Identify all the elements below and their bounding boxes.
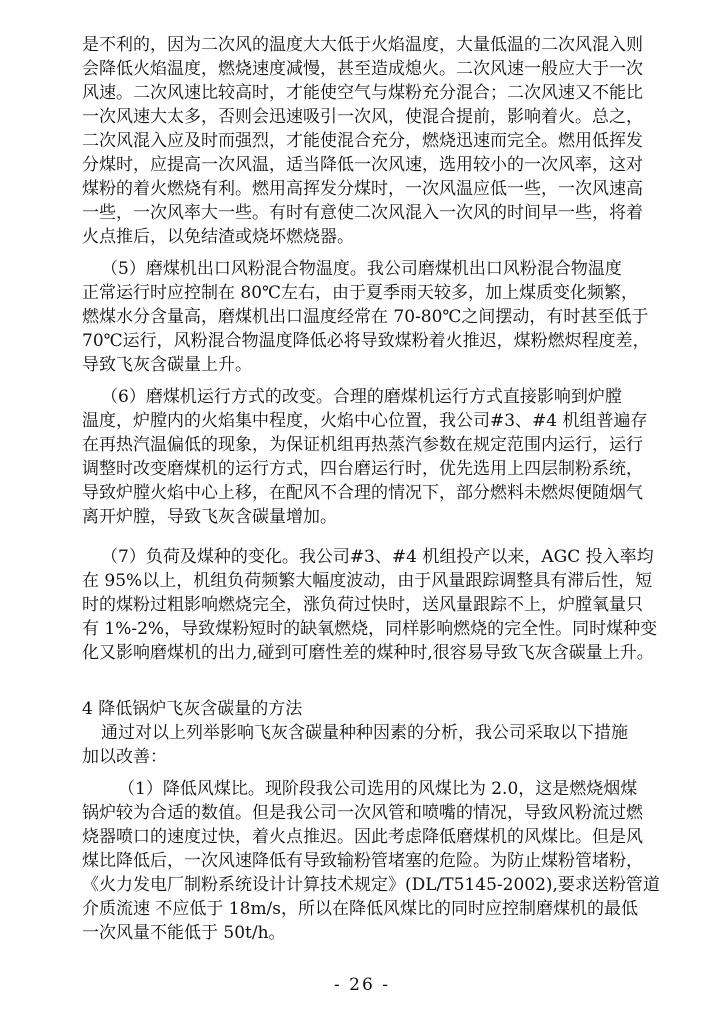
section-heading: 4 降低锅炉飞灰含碳量的方法 — [82, 699, 303, 719]
text-line: 在 95%以上，机组负荷频繁大幅度波动，由于风量跟踪调整具有滞后性，短 — [82, 571, 653, 591]
text-line: 调整时改变磨煤机的运行方式，四台磨运行时，优先选用上四层制粉系统， — [82, 459, 643, 479]
text-line: 在再热汽温偏低的现象，为保证机组再热蒸汽参数在规定范围内运行，运行 — [82, 435, 643, 455]
page-number: - 26 - — [334, 975, 390, 995]
text-line: 分煤时，应提高一次风温，适当降低一次风速，选用较小的一次风率，这对 — [82, 155, 643, 175]
paragraph-start-line: （7）负荷及煤种的变化。我公司#3、#4 机组投产以来，AGC 投入率均 — [101, 547, 654, 567]
paragraph-start-line: （6）磨煤机运行方式的改变。合理的磨煤机运行方式直接影响到炉膛 — [101, 387, 622, 407]
text-line: 温度，炉膛内的火焰集中程度，火焰中心位置，我公司#3、#4 机组普遍存 — [82, 411, 648, 431]
text-line: 介质流速 不应低于 18m/s，所以在降低风煤比的同时应控制磨煤机的最低 — [82, 899, 639, 919]
text-line: 二次风混入应及时而强烈，才能使混合充分，燃烧迅速而完全。燃用低挥发 — [82, 131, 643, 151]
text-line: 一些，一次风率大一些。有时有意使二次风混入一次风的时间早一些，将着 — [82, 203, 643, 223]
text-line: 正常运行时应控制在 80℃左右，由于夏季雨天较多，加上煤质变化频繁， — [82, 283, 639, 303]
text-line: 煤粉的着火燃烧有利。燃用高挥发分煤时，一次风温应低一些，一次风速高 — [82, 179, 643, 199]
text-line: 会降低火焰温度，燃烧速度减慢，甚至造成熄火。二次风速一般应大于一次 — [82, 59, 643, 79]
text-line: 导致炉膛火焰中心上移，在配风不合理的情况下，部分燃料未燃烬便随烟气 — [82, 483, 643, 503]
text-line: 有 1%-2%，导致煤粉短时的缺氧燃烧，同样影响燃烧的完全性。同时煤种变 — [82, 619, 658, 639]
text-line: 是不利的，因为二次风的温度大大低于火焰温度，大量低温的二次风混入则 — [82, 35, 643, 55]
paragraph-start-line: （5）磨煤机出口风粉混合物温度。我公司磨煤机出口风粉混合物温度 — [101, 259, 622, 279]
text-line: 70℃运行，风粉混合物温度降低必将导致煤粉着火推迟，煤粉燃烬程度差， — [82, 331, 650, 351]
text-line: 导致飞灰含碳量上升。 — [82, 355, 252, 375]
text-line: 燃煤水分含量高，磨煤机出口温度经常在 70-80℃之间摆动，有时甚至低于 — [82, 307, 649, 327]
text-line: 煤比降低后，一次风速降低有导致输粉管堵塞的危险。为防止煤粉管堵粉， — [82, 851, 643, 871]
paragraph-start-line: （1）降低风煤比。现阶段我公司选用的风煤比为 2.0，这是燃烧烟煤 — [118, 779, 638, 799]
text-line: 火点推后，以免结渣或烧坏燃烧器。 — [82, 227, 354, 247]
text-line: 加以改善： — [82, 747, 167, 767]
text-line: 离开炉膛，导致飞灰含碳量增加。 — [82, 507, 337, 527]
text-line: 锅炉较为合适的数值。但是我公司一次风管和喷嘴的情况，导致风粉流过燃 — [82, 803, 643, 823]
text-line: 一次风量不能低于 50t/h。 — [82, 923, 286, 943]
text-line: 烧器喷口的速度过快，着火点推迟。因此考虑降低磨煤机的风煤比。但是风 — [82, 827, 643, 847]
text-line: 时的煤粉过粗影响燃烧完全，涨负荷过快时，送风量跟踪不上，炉膛氧量只 — [82, 595, 643, 615]
paragraph-start-line: 通过对以上列举影响飞灰含碳量种种因素的分析，我公司采取以下措施 — [101, 723, 628, 743]
text-line: 风速。二次风速比较高时，才能使空气与煤粉充分混合；二次风速又不能比 — [82, 83, 643, 103]
text-line: 《火力发电厂制粉系统设计计算技术规定》(DL/T5145-2002),要求送粉管道 — [82, 875, 660, 895]
text-line: 化又影响磨煤机的出力,碰到可磨性差的煤种时,很容易导致飞灰含碳量上升。 — [82, 643, 654, 663]
text-line: 一次风速大太多，否则会迅速吸引一次风，使混合提前，影响着火。总之， — [82, 107, 643, 127]
